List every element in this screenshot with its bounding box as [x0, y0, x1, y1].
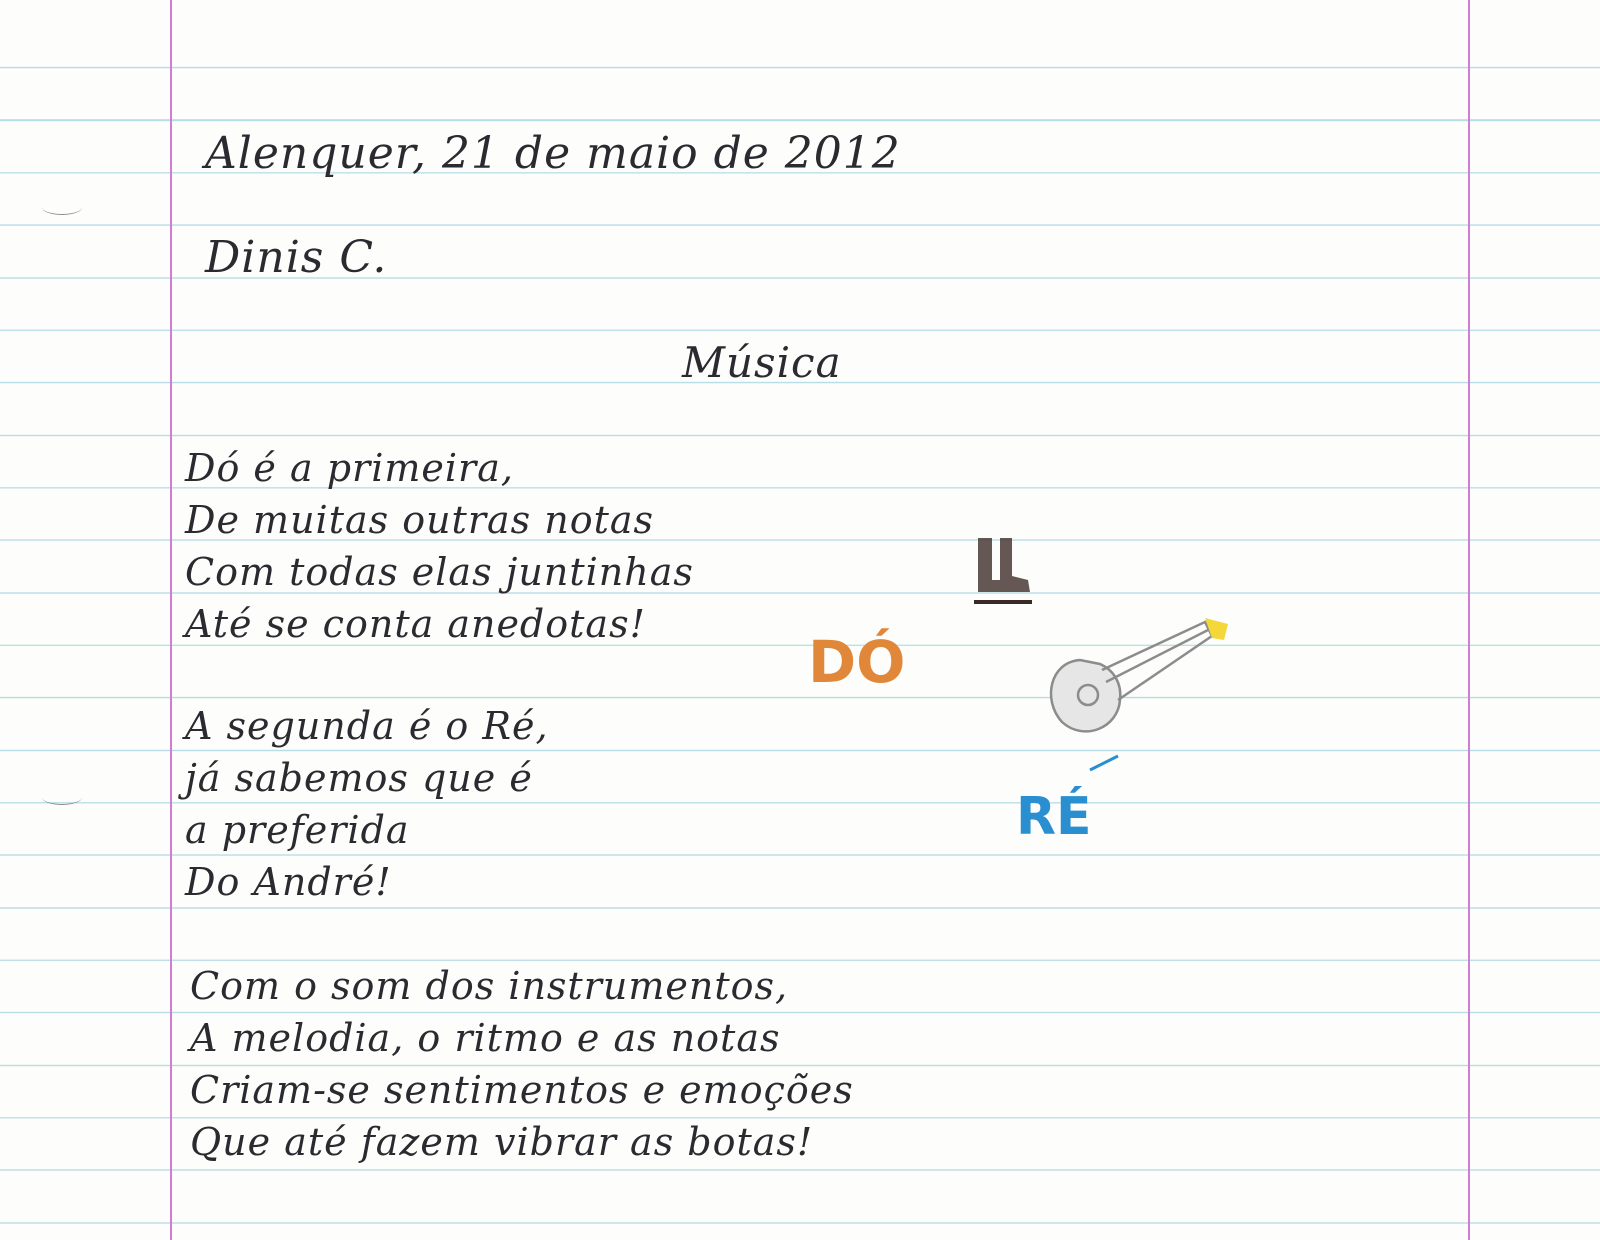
verse-line: já sabemos que é [185, 756, 533, 800]
do-note-drawing [800, 610, 950, 700]
verse-line: Até se conta anedotas! [185, 602, 646, 646]
stanza-1 [185, 442, 694, 650]
verse-line: Com todas elas juntinhas [185, 550, 694, 594]
verse-line: Do André! [185, 860, 392, 904]
verse-line: A segunda é o Ré, [185, 704, 549, 748]
author-name: Dinis C. [205, 232, 388, 283]
punch-hole-mark [42, 790, 82, 805]
left-margin-line [170, 0, 172, 1240]
stanza-2 [185, 700, 549, 908]
verse-line: a preferida [185, 808, 410, 852]
verse-line: Que até fazem vibrar as botas! [190, 1120, 814, 1164]
verse-line: Criam-se sentimentos e emoções [190, 1068, 854, 1112]
guitar-drawing [1040, 600, 1260, 750]
do-label: DÓ [808, 628, 906, 696]
poem-title: Música [682, 338, 842, 387]
re-label: RÉ [1016, 787, 1092, 847]
verse-line: A melodia, o ritmo e as notas [190, 1016, 781, 1060]
verse-line: Com o som dos instrumentos, [190, 964, 789, 1008]
right-margin-line [1468, 0, 1470, 1240]
verse-line: Dó é a primeira, [185, 446, 514, 490]
re-note-drawing [1010, 752, 1150, 852]
verse-line: De muitas outras notas [185, 498, 655, 542]
stanza-3 [190, 960, 854, 1168]
boot-drawing [970, 530, 1050, 620]
punch-hole-mark [42, 200, 82, 215]
place-date: Alenquer, 21 de maio de 2012 [205, 128, 901, 179]
